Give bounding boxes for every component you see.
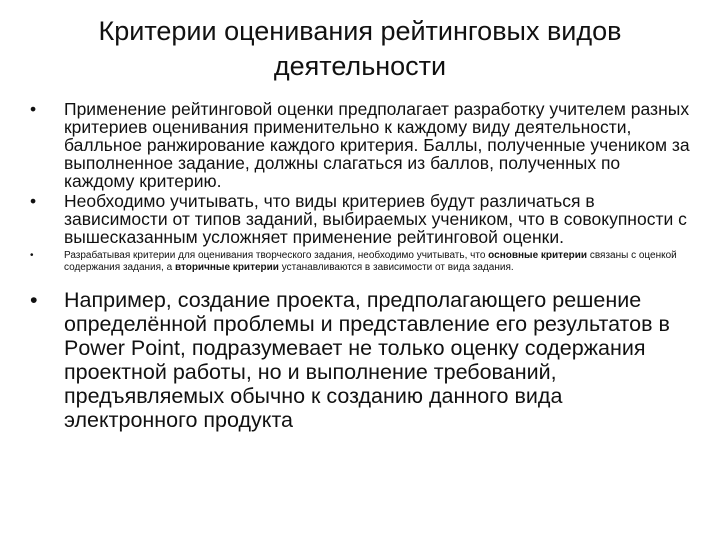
- bullet-marker: •: [30, 250, 34, 261]
- slide-title-line-2: деятельности: [273, 51, 447, 81]
- bullet-text-part: Разрабатывая критерии для оценивания творческого задания, необходимо учитывать, что: [64, 250, 489, 261]
- bullet-text: [64, 250, 695, 274]
- bullet-marker: •: [30, 288, 38, 312]
- slide-title-line-1: Критерии оценивания рейтинговых видов: [98, 16, 622, 46]
- slide-title: [40, 14, 680, 84]
- bullet-text: Необходимо учитывать, что виды критериев будут различаться в зависимости от типов заданий, выбираемых учеником, что в совокупности с вышесказанным усложняет применение рейтинговой оценки.: [64, 191, 687, 247]
- bullet-text-part: связаны с оценкой содержания задания, а: [64, 250, 677, 273]
- bullet-item-3: [30, 250, 695, 274]
- bullet-text: Например, создание проекта, предполагающего решение определённой проблемы и представление его результатов в Power Point, подразумевает не только оценку содержания проектной работы, но и выполнение требований, предъявляемых обычно к созданию данного вида электронного продукта: [64, 288, 670, 432]
- bullet-text: Применение рейтинговой оценки предполагает разработку учителем разных критериев оценивания применительно к каждому виду деятельности, балльное ранжирование каждого критерия. Баллы, полученные учеником за выполненное задание, должны слагаться из баллов, полученных по каждому критерию.: [64, 99, 690, 191]
- bullet-marker: •: [30, 99, 37, 119]
- bullet-item-2: [30, 192, 695, 246]
- bullet-marker: •: [30, 191, 37, 211]
- bold-term-secondary-criteria: вторичные критерии: [174, 262, 279, 273]
- bullet-item-1: [30, 100, 695, 190]
- bullet-list: [30, 100, 695, 432]
- bullet-item-4: [30, 288, 695, 432]
- bold-term-main-criteria: основные критерии: [488, 250, 588, 261]
- bullet-text-part: устанавливаются в зависимости от вида задания.: [278, 262, 514, 273]
